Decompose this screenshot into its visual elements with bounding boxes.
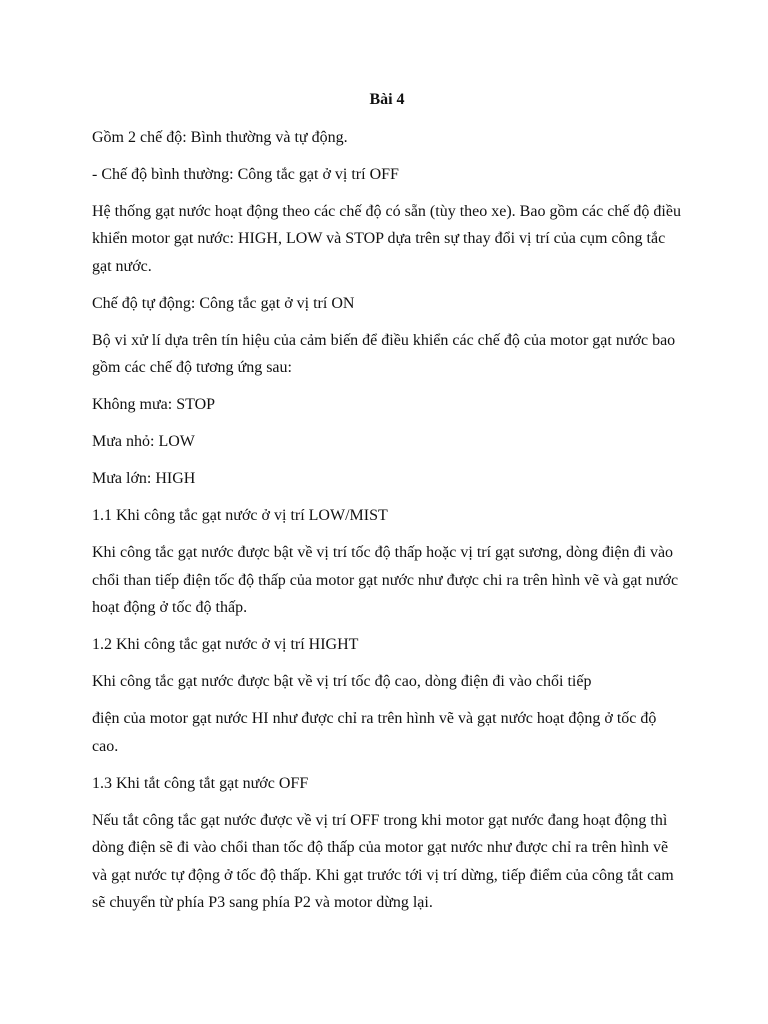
document-title: Bài 4: [369, 91, 405, 108]
paragraph-light-rain: Mưa nhỏ: LOW: [92, 433, 195, 450]
paragraph-low-mist-description: Khi công tắc gạt nước được bật về vị trí tốc độ thấp hoặc vị trí gạt sương, dòng điện đi vào chổi than tiếp điện tốc độ thấp của motor gạt nước như được chi ra trên hình vẽ và gạt nước hoạt động ở tốc độ thấp.: [92, 544, 679, 616]
paragraph-off-description: Nếu tắt công tắc gạt nước được về vị trí OFF trong khi motor gạt nước đang hoạt động thì dòng điện sẽ đi vào chổi than tốc độ thấp của motor gạt nước như được chỉ ra trên hình vẽ và gạt nước tự động ở tốc độ thấp. Khi gạt trước tới vị trí dừng, tiếp điểm của công tắt cam sẽ chuyển từ phía P3 sang phía P2 và motor dừng lại.: [92, 811, 674, 911]
paragraph-normal-mode-description: Hệ thống gạt nước hoạt động theo các chế độ có sẵn (tùy theo xe). Bao gồm các chế độ điều khiển motor gạt nước: HIGH, LOW và STOP dựa trên sự thay đổi vị trí của cụm công tắc gạt nước.: [92, 202, 681, 275]
paragraph-high-description-line2: điện của motor gạt nước HI như được chỉ ra trên hình vẽ và gạt nước hoạt động ở tốc độ cao.: [92, 710, 657, 755]
paragraph-heavy-rain: Mưa lớn: HIGH: [92, 470, 196, 487]
paragraph-auto-mode-heading: Chế độ tự động: Công tắc gạt ở vị trí ON: [92, 294, 355, 312]
section-heading-1-1: 1.1 Khi công tắc gạt nước ở vị trí LOW/MIST: [92, 507, 388, 524]
paragraph-auto-mode-description: Bộ vi xử lí dựa trên tín hiệu của cảm biến để điều khiển các chế độ của motor gạt nước bao gồm các chế độ tương ứng sau:: [92, 331, 676, 376]
section-heading-1-2: 1.2 Khi công tắc gạt nước ở vị trí HIGHT: [92, 636, 359, 653]
paragraph-modes-intro: Gồm 2 chế độ: Bình thường và tự động.: [92, 128, 348, 146]
paragraph-normal-mode-heading: - Chế độ bình thường: Công tắc gạt ở vị trí OFF: [92, 165, 399, 183]
section-heading-1-3: 1.3 Khi tắt công tắt gạt nước OFF: [92, 774, 309, 792]
paragraph-no-rain: Không mưa: STOP: [92, 396, 216, 413]
paragraph-high-description-line1: Khi công tắc gạt nước được bật về vị trí tốc độ cao, dòng điện đi vào chổi tiếp: [92, 673, 592, 690]
document-body: [92, 86, 682, 926]
